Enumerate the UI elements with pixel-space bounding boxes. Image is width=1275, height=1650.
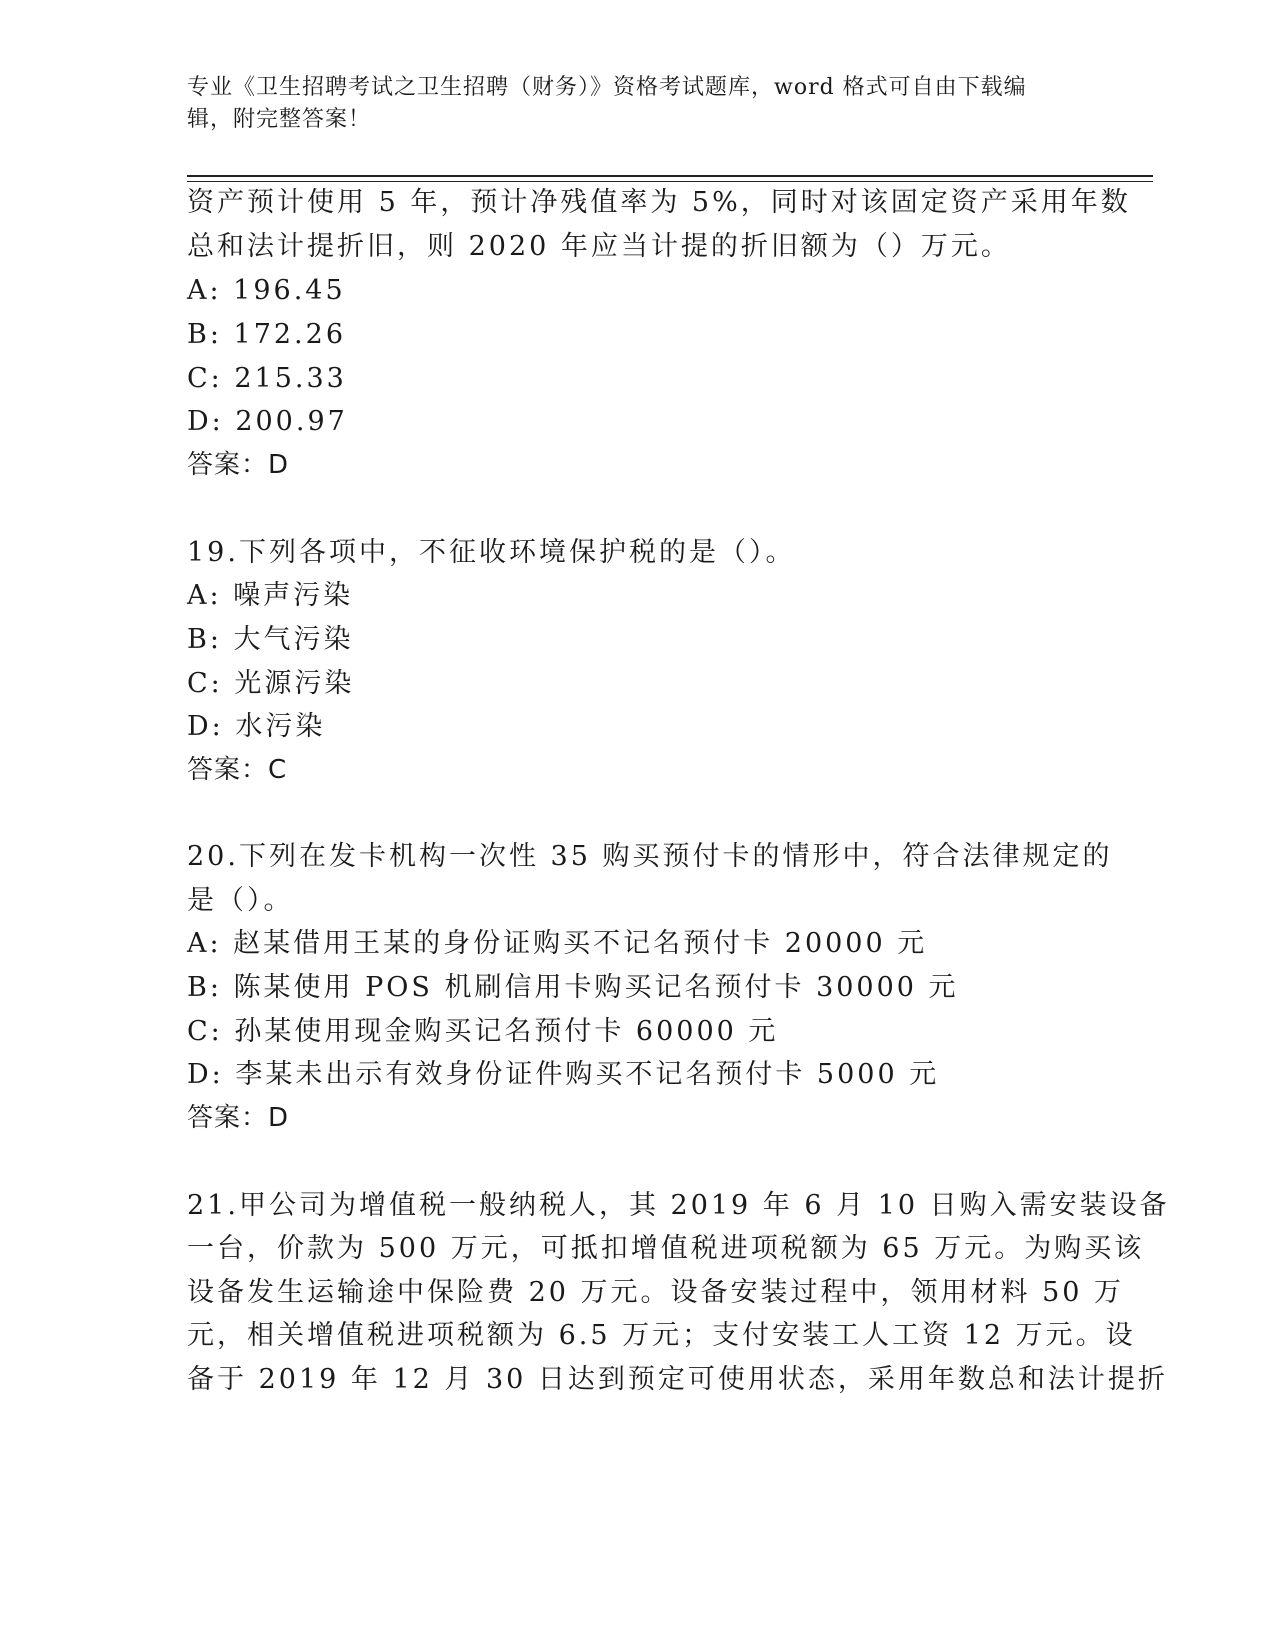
q19-option-a: A: 噪声污染 <box>187 580 354 611</box>
q18-stem-line-2: 总和法计提折旧，则 2020 年应当计提的折旧额为（）万元。 <box>187 231 1011 262</box>
q21-stem-line-2: 一台，价款为 500 万元，可抵扣增值税进项税额为 65 万元。为购买该 <box>187 1233 1145 1264</box>
q18-answer: 答案：D <box>187 450 290 480</box>
q19-option-d: D: 水污染 <box>187 711 326 742</box>
q20-stem-line-1: 20.下列在发卡机构一次性 35 购买预付卡的情形中，符合法律规定的 <box>187 841 1113 872</box>
header-rule-thin <box>187 181 1153 182</box>
q21-stem-line-1: 21.甲公司为增值税一般纳税人，其 2019 年 6 月 10 日购入需安装设备 <box>187 1190 1170 1221</box>
q20-option-b: B: 陈某使用 POS 机刷信用卡购买记名预付卡 30000 元 <box>187 972 959 1003</box>
q20-option-c: C: 孙某使用现金购买记名预付卡 60000 元 <box>187 1016 779 1047</box>
header-rule-thick <box>187 175 1153 177</box>
q20-option-a: A: 赵某借用王某的身份证购买不记名预付卡 20000 元 <box>187 928 928 959</box>
q19-option-b: B: 大气污染 <box>187 624 354 655</box>
q21-stem-line-4: 元，相关增值税进项税额为 6.5 万元；支付安装工人工资 12 万元。设 <box>187 1320 1136 1351</box>
q18-option-b: B: 172.26 <box>187 319 346 350</box>
q20-stem-line-2: 是（）。 <box>187 885 294 916</box>
q19-option-c: C: 光源污染 <box>187 668 355 699</box>
q20-option-d: D: 李某未出示有效身份证件购买不记名预付卡 5000 元 <box>187 1059 940 1090</box>
q18-stem-line-1: 资产预计使用 5 年，预计净残值率为 5%，同时对该固定资产采用年数 <box>187 187 1131 218</box>
q18-option-c: C: 215.33 <box>187 363 347 394</box>
q19-stem-line-1: 19.下列各项中，不征收环境保护税的是（）。 <box>187 537 796 568</box>
q20-answer: 答案：D <box>187 1103 290 1133</box>
q21-stem-line-3: 设备发生运输途中保险费 20 万元。设备安装过程中，领用材料 50 万 <box>187 1277 1125 1308</box>
q19-answer: 答案：C <box>187 755 288 785</box>
q21-stem-line-5: 备于 2019 年 12 月 30 日达到预定可使用状态，采用年数总和法计提折 <box>187 1364 1168 1395</box>
q18-option-a: A: 196.45 <box>187 275 346 306</box>
q18-option-d: D: 200.97 <box>187 406 348 437</box>
document-header: 专业《卫生招聘考试之卫生招聘（财务）》资格考试题库，word 格式可自由下载编辑，附完整答案！ <box>187 75 1027 132</box>
